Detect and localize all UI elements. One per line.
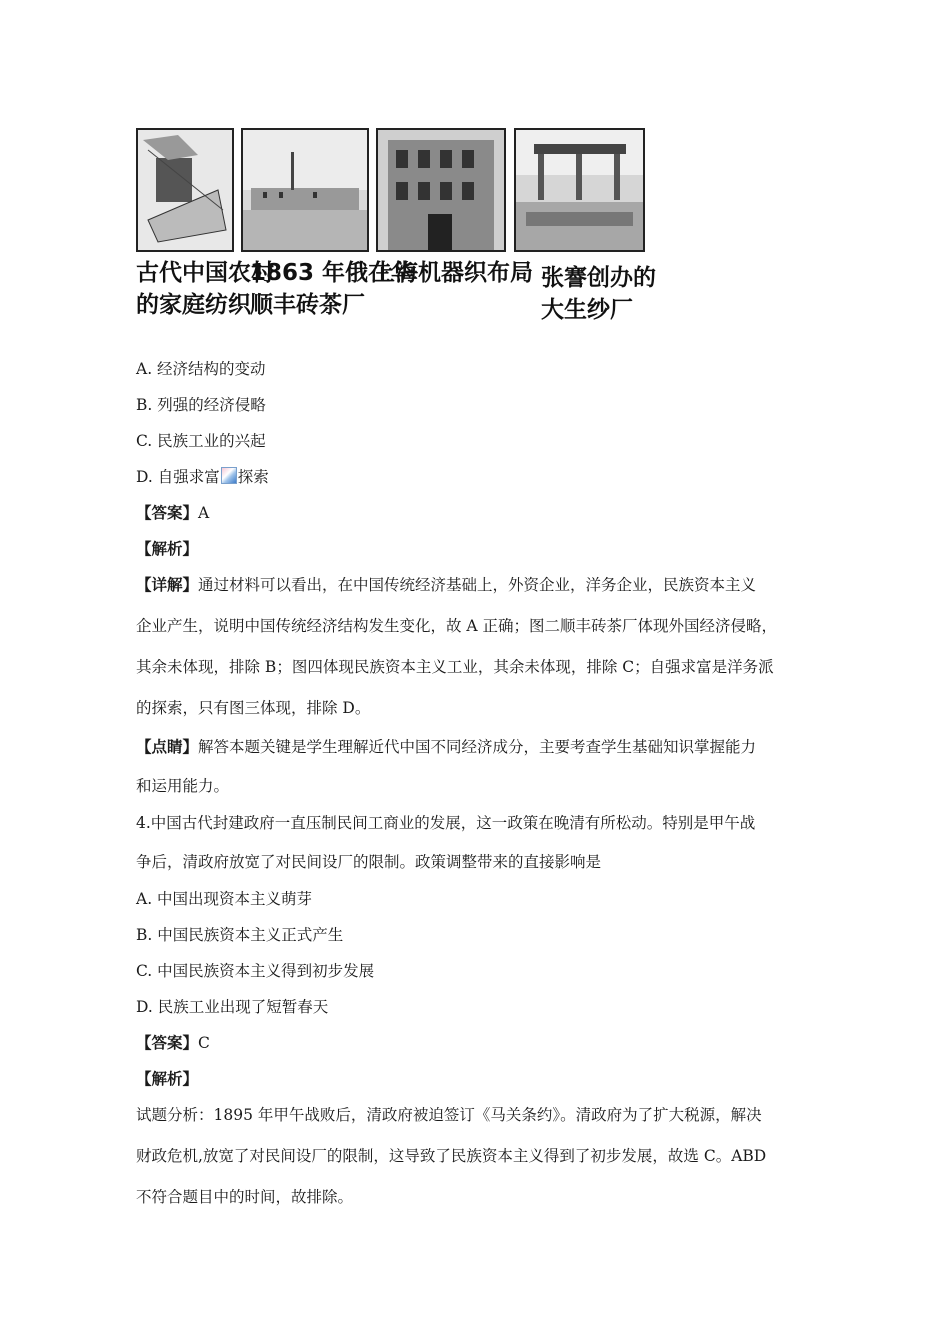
- caption-line: 古代中国农村: [136, 260, 274, 286]
- q3-detail-line-3: 其余未体现，排除 B；图四体现民族资本主义工业，其余未体现，排除 C；自强求富是洋务派: [136, 658, 774, 676]
- q3-detail-line-2: 企业产生，说明中国传统经济结构发生变化，故 A 正确；图二顺丰砖茶厂体现外国经济侵略，: [136, 617, 778, 635]
- q4-option-b: B. 中国民族资本主义正式产生: [136, 926, 344, 944]
- q3-detail-line-4: 的探索，只有图三体现，排除 D。: [136, 699, 371, 717]
- q3-option-a: A. 经济结构的变动: [136, 360, 266, 378]
- q3-detail-line-1: [136, 575, 756, 595]
- q3-option-c: C. 民族工业的兴起: [136, 432, 266, 450]
- photo-shanghai-cotton-mill: [376, 128, 506, 252]
- caption-shanghai-cotton-mill: [372, 257, 533, 289]
- q4-option-a: A. 中国出现资本主义萌芽: [136, 890, 313, 908]
- comment-label: 【点睛】: [136, 737, 199, 756]
- q4-analysis-label: 【解析】: [136, 1069, 199, 1088]
- q3-option-b: B. 列强的经济侵略: [136, 396, 266, 414]
- detail-label: 【详解】: [136, 575, 199, 594]
- q4-option-c: C. 中国民族资本主义得到初步发展: [136, 962, 375, 980]
- caption-dasheng-cotton-mill: [541, 262, 656, 326]
- photo-dasheng-cotton-mill: [514, 128, 645, 252]
- q4-stem-line-2: 争后，清政府放宽了对民间设厂的限制。政策调整带来的直接影响是: [136, 853, 602, 871]
- photo-home-textile: [136, 128, 234, 252]
- q4-analysis-line-3: 不符合题目中的时间，故排除。: [136, 1188, 354, 1206]
- caption-line: 大生纱厂: [541, 297, 633, 323]
- q4-answer: [136, 1033, 210, 1053]
- q3-analysis-label: 【解析】: [136, 539, 199, 558]
- option-text: D. 自强求富: [136, 468, 220, 486]
- q3-comment-line-2: 和运用能力。: [136, 777, 230, 795]
- option-text: 探索: [237, 468, 269, 486]
- q4-analysis-line-1: 试题分析：1895 年甲午战败后，清政府被迫签订《马关条约》。清政府为了扩大税源，解决: [136, 1106, 762, 1124]
- comment-text: 解答本题关键是学生理解近代中国不同经济成分，主要考查学生基础知识掌握能力: [198, 738, 757, 756]
- answer-value: C: [198, 1034, 210, 1052]
- q3-comment-line-1: [136, 737, 756, 757]
- q3-answer: [136, 503, 209, 523]
- detail-text: 通过材料可以看出，在中国传统经济基础上，外资企业，洋务企业，民族资本主义: [198, 576, 757, 594]
- caption-line: 上海机器织布局: [372, 260, 533, 286]
- q3-option-d: [136, 467, 269, 487]
- answer-label: 【答案】: [136, 1033, 199, 1052]
- answer-value: A: [198, 504, 210, 522]
- q4-analysis-line-2: 财政危机,放宽了对民间设厂的限制，这导致了民族资本主义得到了初步发展，故选 C。ABD: [136, 1147, 767, 1165]
- answer-label: 【答案】: [136, 503, 199, 522]
- q4-option-d: D. 民族工业出现了短暂春天: [136, 998, 329, 1016]
- photo-brick-tea-factory: [241, 128, 369, 252]
- caption-line: 的家庭纺织: [136, 292, 251, 318]
- caption-line: 1863 年俄在华: [250, 260, 415, 286]
- broken-image-icon: [221, 467, 237, 484]
- q4-stem-line-1: 4.中国古代封建政府一直压制民间工商业的发展，这一政策在晚清有所松动。特别是甲午战: [136, 814, 756, 832]
- caption-line: 顺丰砖茶厂: [250, 292, 365, 318]
- caption-line: 张謇创办的: [541, 265, 656, 291]
